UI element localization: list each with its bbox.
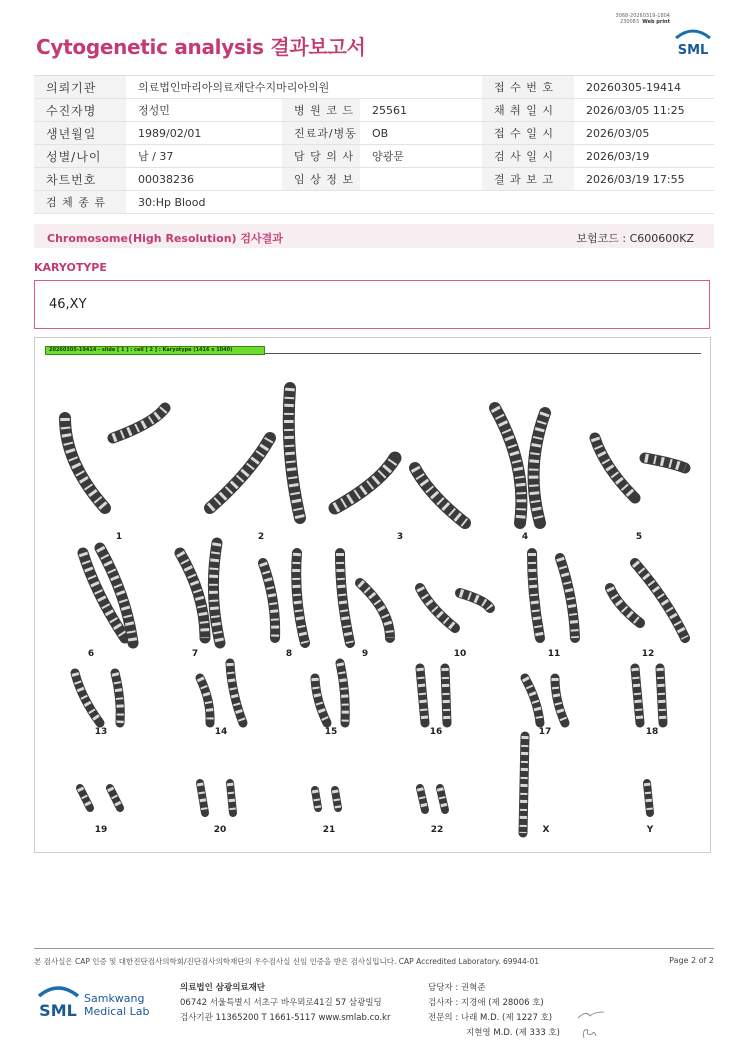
sml-logo xyxy=(672,26,714,60)
svg-text:Samkwang: Samkwang xyxy=(84,992,145,1005)
specimen-type: 30:Hp Blood xyxy=(126,191,714,214)
organization-name: 의료법인 삼광의료재단 xyxy=(180,983,266,993)
svg-text:Medical Lab: Medical Lab xyxy=(84,1005,150,1018)
chromosome-label-12: 12 xyxy=(641,649,655,659)
staff-row: 검사자 : 지경애 (제 28006 호) xyxy=(428,998,544,1008)
chromosome-14 xyxy=(200,678,210,723)
label-patient-name: 수진자명 xyxy=(34,99,126,122)
test-date: 2026/03/19 xyxy=(574,145,714,168)
label-birth-date: 생년월일 xyxy=(34,122,126,145)
chromosome-9 xyxy=(360,583,390,638)
organization-address: 06742 서울특별시 서초구 바우뫼로41길 57 삼광빌딩 xyxy=(180,998,382,1008)
chromosome-12 xyxy=(610,588,640,623)
chromosome-18 xyxy=(660,668,663,723)
receipt-number: 20260305-19414 xyxy=(574,76,714,99)
info-row xyxy=(34,145,714,168)
collection-date: 2026/03/05 11:25 xyxy=(574,99,714,122)
svg-text:SML: SML xyxy=(39,1001,77,1020)
staff-row: 담당자 : 권혁준 xyxy=(428,983,486,993)
chromosome-label-20: 20 xyxy=(213,825,227,835)
patient-name: 정성민 xyxy=(126,99,282,122)
department: OB xyxy=(360,122,482,145)
label-chart-number: 차트번호 xyxy=(34,168,126,191)
chromosome-label-21: 21 xyxy=(322,825,336,835)
chromosome-label-4: 4 xyxy=(521,532,529,542)
karyotype-value: 46,XY xyxy=(49,297,87,312)
chromosome-label-1: 1 xyxy=(115,532,123,542)
samkwang-logo xyxy=(36,980,156,1026)
chromosome-7 xyxy=(180,553,205,638)
sex-age: 남 / 37 xyxy=(126,145,282,168)
staff-row: 지현영 M.D. (제 333 호) xyxy=(466,1028,561,1038)
label-department: 진료과/병동 xyxy=(282,122,360,145)
label-clinical-info: 임 상 정 보 xyxy=(282,168,360,191)
chromosome-16 xyxy=(445,668,447,723)
chromosome-1 xyxy=(113,408,165,438)
label-receipt-number: 접 수 번 호 xyxy=(482,76,574,99)
chromosome-18 xyxy=(635,668,640,723)
chromosome-3 xyxy=(415,468,465,523)
chromosome-label-18: 18 xyxy=(645,727,659,737)
chromosome-label-11: 11 xyxy=(547,649,561,659)
chromosome-1 xyxy=(65,418,105,508)
chromosome-label-5: 5 xyxy=(635,532,643,542)
info-row xyxy=(34,168,714,191)
chromosome-label-7: 7 xyxy=(191,649,199,659)
label-receipt-date: 접 수 일 시 xyxy=(482,122,574,145)
result-section-header xyxy=(34,224,714,248)
chromosome-layout xyxy=(35,338,710,852)
label-collection-date: 채 취 일 시 xyxy=(482,99,574,122)
label-test-date: 검 사 일 시 xyxy=(482,145,574,168)
karyogram-image xyxy=(34,337,711,853)
chromosome-label-3: 3 xyxy=(396,532,404,542)
chromosome-label-13: 13 xyxy=(94,727,108,737)
signature-image xyxy=(576,1008,608,1040)
chromosome-label-X: X xyxy=(542,825,550,835)
staff-list xyxy=(428,981,560,1041)
section-title: Chromosome(High Resolution) 검사결과 xyxy=(47,232,283,245)
chromosome-3 xyxy=(335,458,395,508)
chromosome-label-2: 2 xyxy=(257,532,265,542)
chromosome-9 xyxy=(340,553,350,643)
physician: 양광문 xyxy=(360,145,482,168)
chromosome-label-9: 9 xyxy=(361,649,369,659)
requesting-institution: 의료법인마리아의료재단수지마리아의원 xyxy=(126,76,482,99)
result-report-date: 2026/03/19 17:55 xyxy=(574,168,714,191)
karyotype-result-box xyxy=(34,280,710,329)
label-hospital-code: 병 원 코 드 xyxy=(282,99,360,122)
hospital-code: 25561 xyxy=(360,99,482,122)
chromosome-label-17: 17 xyxy=(538,727,552,737)
chromosome-label-19: 19 xyxy=(94,825,108,835)
info-row xyxy=(34,99,714,122)
chromosome-label-6: 6 xyxy=(87,649,95,659)
chromosome-label-Y: Y xyxy=(646,825,654,835)
chart-number: 00038236 xyxy=(126,168,282,191)
info-row xyxy=(34,76,714,99)
staff-row: 전문의 : 나래 M.D. (제 1227 호) xyxy=(428,1013,553,1023)
patient-info-table xyxy=(34,75,714,214)
label-sex-age: 성별/나이 xyxy=(34,145,126,168)
karyotype-heading: KARYOTYPE xyxy=(34,261,107,274)
label-requesting-institution: 의뢰기관 xyxy=(34,76,126,99)
chromosome-label-16: 16 xyxy=(429,727,443,737)
image-caption: 20260305-19414 - slide [ 1 ] : cell [ 2 ] : Karyotype (1416 x 1040) xyxy=(45,346,265,355)
page-title: Cytogenetic analysis 결과보고서 xyxy=(36,35,366,59)
page-number: Page 2 of 2 xyxy=(669,956,714,965)
chromosome-label-8: 8 xyxy=(285,649,293,659)
clinical-info xyxy=(360,168,482,191)
insurance-code: 보험코드 : C600600KZ xyxy=(576,232,694,245)
label-result-report: 결 과 보 고 xyxy=(482,168,574,191)
chromosome-label-10: 10 xyxy=(453,649,467,659)
chromosome-8 xyxy=(296,553,305,643)
receipt-date: 2026/03/05 xyxy=(574,122,714,145)
footer-divider xyxy=(34,948,714,949)
chromosome-label-15: 15 xyxy=(324,727,338,737)
chromosome-16 xyxy=(420,668,425,723)
document-id: 3068-20260319-1804 230083 Web print xyxy=(615,13,670,25)
svg-text:SML: SML xyxy=(677,43,709,58)
chromosome-label-22: 22 xyxy=(430,825,444,835)
chromosome-label-14: 14 xyxy=(214,727,228,737)
info-row xyxy=(34,122,714,145)
birth-date: 1989/02/01 xyxy=(126,122,282,145)
chromosome-17 xyxy=(555,678,565,723)
accreditation-note: 본 검사실은 CAP 인증 및 대한진단검사의학회/진단검사의학재단의 우수검사실 신임 인증을 받은 검사실입니다. CAP Accredited Laboratory. 69944-01 xyxy=(34,957,540,966)
label-specimen-type: 검 체 종 류 xyxy=(34,191,126,214)
chromosome-2 xyxy=(210,438,270,508)
organization-contact: 검사기관 11365200 T 1661-5117 www.smlab.co.kr xyxy=(180,1013,391,1023)
chromosome-15 xyxy=(315,678,327,723)
info-row xyxy=(34,191,714,214)
label-physician: 담 당 의 사 xyxy=(282,145,360,168)
organization-info xyxy=(180,981,390,1026)
